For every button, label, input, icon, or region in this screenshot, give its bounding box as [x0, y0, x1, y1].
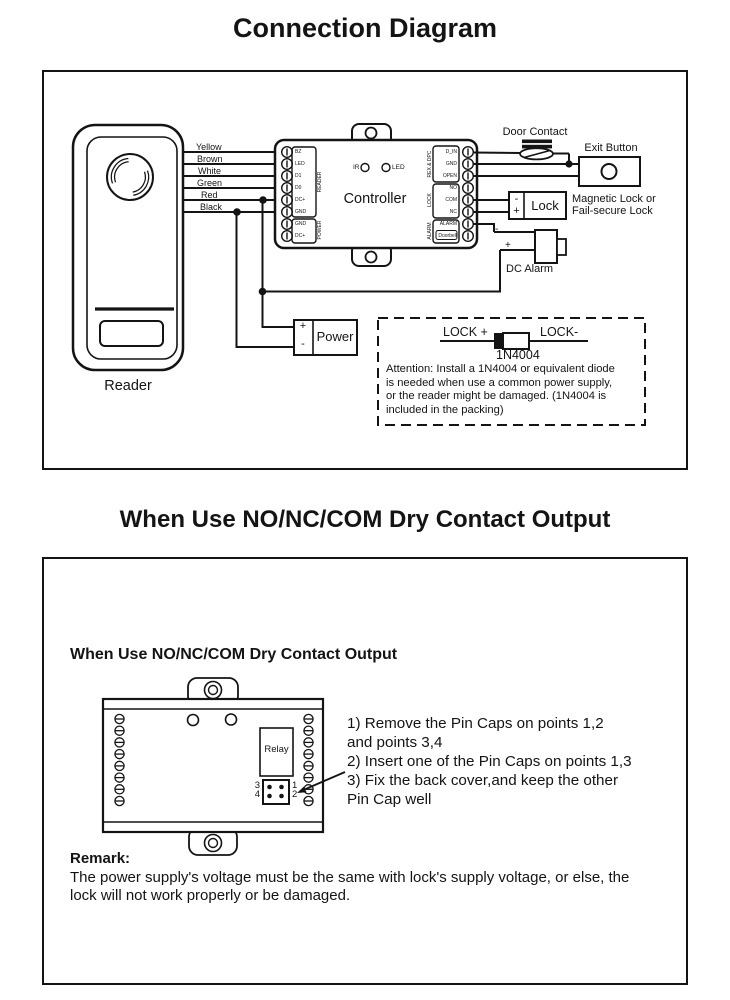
pin-led: LED: [295, 161, 305, 167]
jumper-block-icon: [263, 780, 289, 804]
pin-nc: NC: [449, 209, 457, 215]
pin-din: D_IN: [445, 149, 457, 155]
board-hole: [226, 714, 237, 725]
jumper-pin1-label: 1: [292, 780, 298, 791]
wire-label-red: Red: [201, 190, 218, 200]
group-label-reader: READER: [317, 171, 323, 193]
pin-bz: BZ: [295, 149, 302, 155]
pin-open: OPEN: [442, 173, 457, 179]
pin-com: COM: [445, 197, 457, 203]
attention-lock-plus: LOCK +: [443, 325, 488, 339]
power-minus-label: -: [301, 338, 305, 350]
alarm-plus-label: +: [505, 240, 511, 251]
relay-label: Relay: [264, 744, 289, 755]
instruction-line1: 1) Remove the Pin Caps on points 1,2: [347, 715, 604, 732]
wire-label-white: White: [198, 166, 222, 176]
dry-contact-heading: When Use NO/NC/COM Dry Contact Output: [119, 506, 611, 533]
instruction-line4: 3) Fix the back cover,and keep the other: [347, 772, 619, 789]
attention-line2: is needed when use a common power supply,: [386, 377, 613, 389]
power-label: Power: [316, 329, 354, 344]
pin-doorbell: Doorbell: [438, 233, 457, 239]
magnetic-note-line2: Fail-secure Lock: [572, 205, 653, 217]
instruction-line5: Pin Cap well: [347, 791, 432, 808]
pin-d1: D1: [295, 173, 302, 179]
dc-alarm-icon: [535, 230, 566, 263]
remark-line1: The power supply's voltage must be the same with lock's supply voltage, or else, the: [70, 869, 630, 886]
pin-power-gnd: GND: [295, 221, 307, 227]
door-contact-label: Door Contact: [502, 126, 568, 138]
attention-line3: or the reader might be damaged. (1N4004 is: [386, 390, 607, 402]
exit-button-label: Exit Button: [584, 142, 638, 154]
door-contact-icon: [520, 140, 553, 160]
pin-power-dcplus: DC+: [295, 233, 306, 239]
instruction-line3: 2) Insert one of the Pin Caps on points 1,3: [347, 753, 632, 770]
power-plus-label: +: [299, 320, 307, 332]
wire-label-black: Black: [200, 202, 223, 212]
reader-device-icon: [73, 125, 183, 370]
wire-label-green: Green: [197, 178, 223, 188]
dc-alarm-label: DC Alarm: [506, 263, 554, 275]
jumper-pin3-label: 3: [254, 780, 260, 791]
group-label-lock: LOCK: [427, 193, 433, 207]
pin-alarm: ALARM: [439, 221, 457, 227]
remark-title: Remark:: [70, 850, 131, 867]
pin-d0: D0: [295, 185, 302, 191]
diode-part-number: 1N4004: [496, 348, 540, 362]
lock-plus-label: +: [513, 205, 520, 217]
led-label: LED: [392, 164, 405, 171]
lock-minus-label: -: [514, 193, 519, 205]
reader-label: Reader: [104, 378, 152, 394]
pin-gnd: GND: [295, 209, 307, 215]
group-label-alarm: ALARM: [427, 222, 433, 240]
group-label-power: POWER: [317, 220, 323, 240]
page-title: Connection Diagram: [232, 13, 498, 43]
alarm-minus-label: -: [495, 224, 499, 235]
exit-button-icon: [579, 157, 640, 186]
jumper-pin4-label: 4: [254, 789, 260, 800]
remark-line2: lock will not work properly or be damaged.: [70, 887, 351, 904]
pin-no: NO: [449, 185, 457, 191]
jumper-pin2-label: 2: [292, 789, 298, 800]
led-indicator-icon: [382, 164, 390, 172]
attention-line4: included in the packing): [386, 404, 504, 416]
pin-dcplus: DC+: [295, 197, 306, 203]
wire-label-yellow: Yellow: [196, 142, 222, 152]
reader-lens-icon: [107, 154, 153, 200]
ir-label: IR: [353, 164, 360, 171]
instruction-line2: and points 3,4: [347, 734, 443, 751]
group-label-rex-dpc: REX & DPC: [427, 150, 433, 178]
board-hole: [188, 715, 199, 726]
controller-label: Controller: [343, 191, 407, 207]
attention-lock-minus: LOCK-: [540, 325, 579, 339]
magnetic-note-line1: Magnetic Lock or: [572, 193, 656, 205]
pin-rex-gnd: GND: [445, 161, 457, 167]
section2-subheading: When Use NO/NC/COM Dry Contact Output: [70, 646, 398, 663]
attention-line1: Attention: Install a 1N4004 or equivalent diode: [386, 363, 615, 375]
lock-label: Lock: [531, 198, 559, 213]
ir-indicator-icon: [361, 164, 369, 172]
wire-label-brown: Brown: [197, 154, 223, 164]
controller-board-icon: [103, 678, 345, 855]
